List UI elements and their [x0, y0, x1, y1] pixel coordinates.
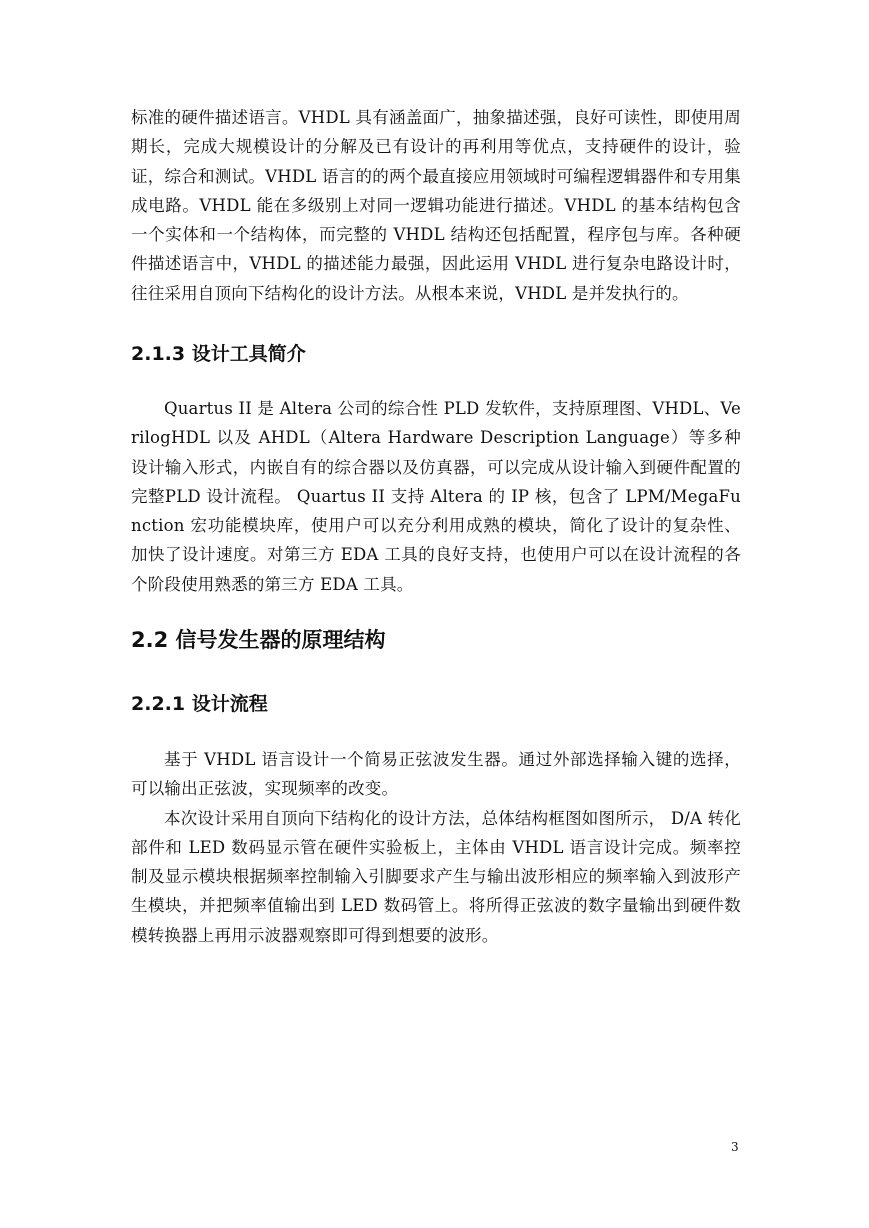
- section-heading-2-1-3: 2.1.3 设计工具简介: [131, 343, 306, 365]
- quartus-paragraph: Quartus II 是 Altera 公司的综合性 PLD 发软件，支持原理图、VHDL、VerilogHDL 以及 AHDL（Altera Hardware Description Language）等多种设计输入形式，内嵌自有的综合器以及仿真器，可以完成从设计输入到硬件配置的完整PLD 设计流程。 Quartus II 支持 Altera 的 IP 核，包含了 LPM/MegaFunction 宏功能模块库，使用户可以充分利用成熟的模块，简化了设计的复杂性、加快了设计速度。对第三方 EDA 工具的良好支持，也使用户可以在设计流程的各个阶段使用熟悉的第三方 EDA 工具。: [131, 399, 741, 594]
- page-number: 3: [731, 1140, 739, 1154]
- section-2-2-1-block: [131, 745, 741, 950]
- intro-block: [131, 103, 741, 308]
- design-flow-paragraph-2: 本次设计采用自顶向下结构化的设计方法，总体结构框图如图所示， D/A 转化部件和 LED 数码显示管在硬件实验板上，主体由 VHDL 语言设计完成。频率控制及显示模块根据频率控制输入引脚要求产生与输出波形相应的频率输入到波形产生模块，并把频率值输出到 LED 数码管上。将所得正弦波的数字量输出到硬件数模转换器上再用示波器观察即可得到想要的波形。: [131, 808, 741, 945]
- design-flow-paragraph-1: 基于 VHDL 语言设计一个简易正弦波发生器。通过外部选择输入键的选择，可以输出正弦波，实现频率的改变。: [131, 750, 741, 799]
- section-2-1-3-block: [131, 394, 741, 599]
- section-heading-2-2-1: 2.2.1 设计流程: [131, 693, 268, 715]
- section-heading-2-2: 2.2 信号发生器的原理结构: [131, 628, 386, 652]
- intro-paragraph: 标准的硬件描述语言。VHDL 具有涵盖面广，抽象描述强，良好可读性，即使用周期长，完成大规模设计的分解及已有设计的再利用等优点，支持硬件的设计，验证，综合和测试。VHDL 语言的的两个最直接应用领域时可编程逻辑器件和专用集成电路。VHDL 能在多级别上对同一逻辑功能进行描述。VHDL 的基本结构包含一个实体和一个结构体，而完整的 VHDL 结构还包括配置，程序包与库。各种硬件描述语言中，VHDL 的描述能力最强，因此运用 VHDL 进行复杂电路设计时，往往采用自顶向下结构化的设计方法。从根本来说，VHDL 是并发执行的。: [131, 108, 741, 303]
